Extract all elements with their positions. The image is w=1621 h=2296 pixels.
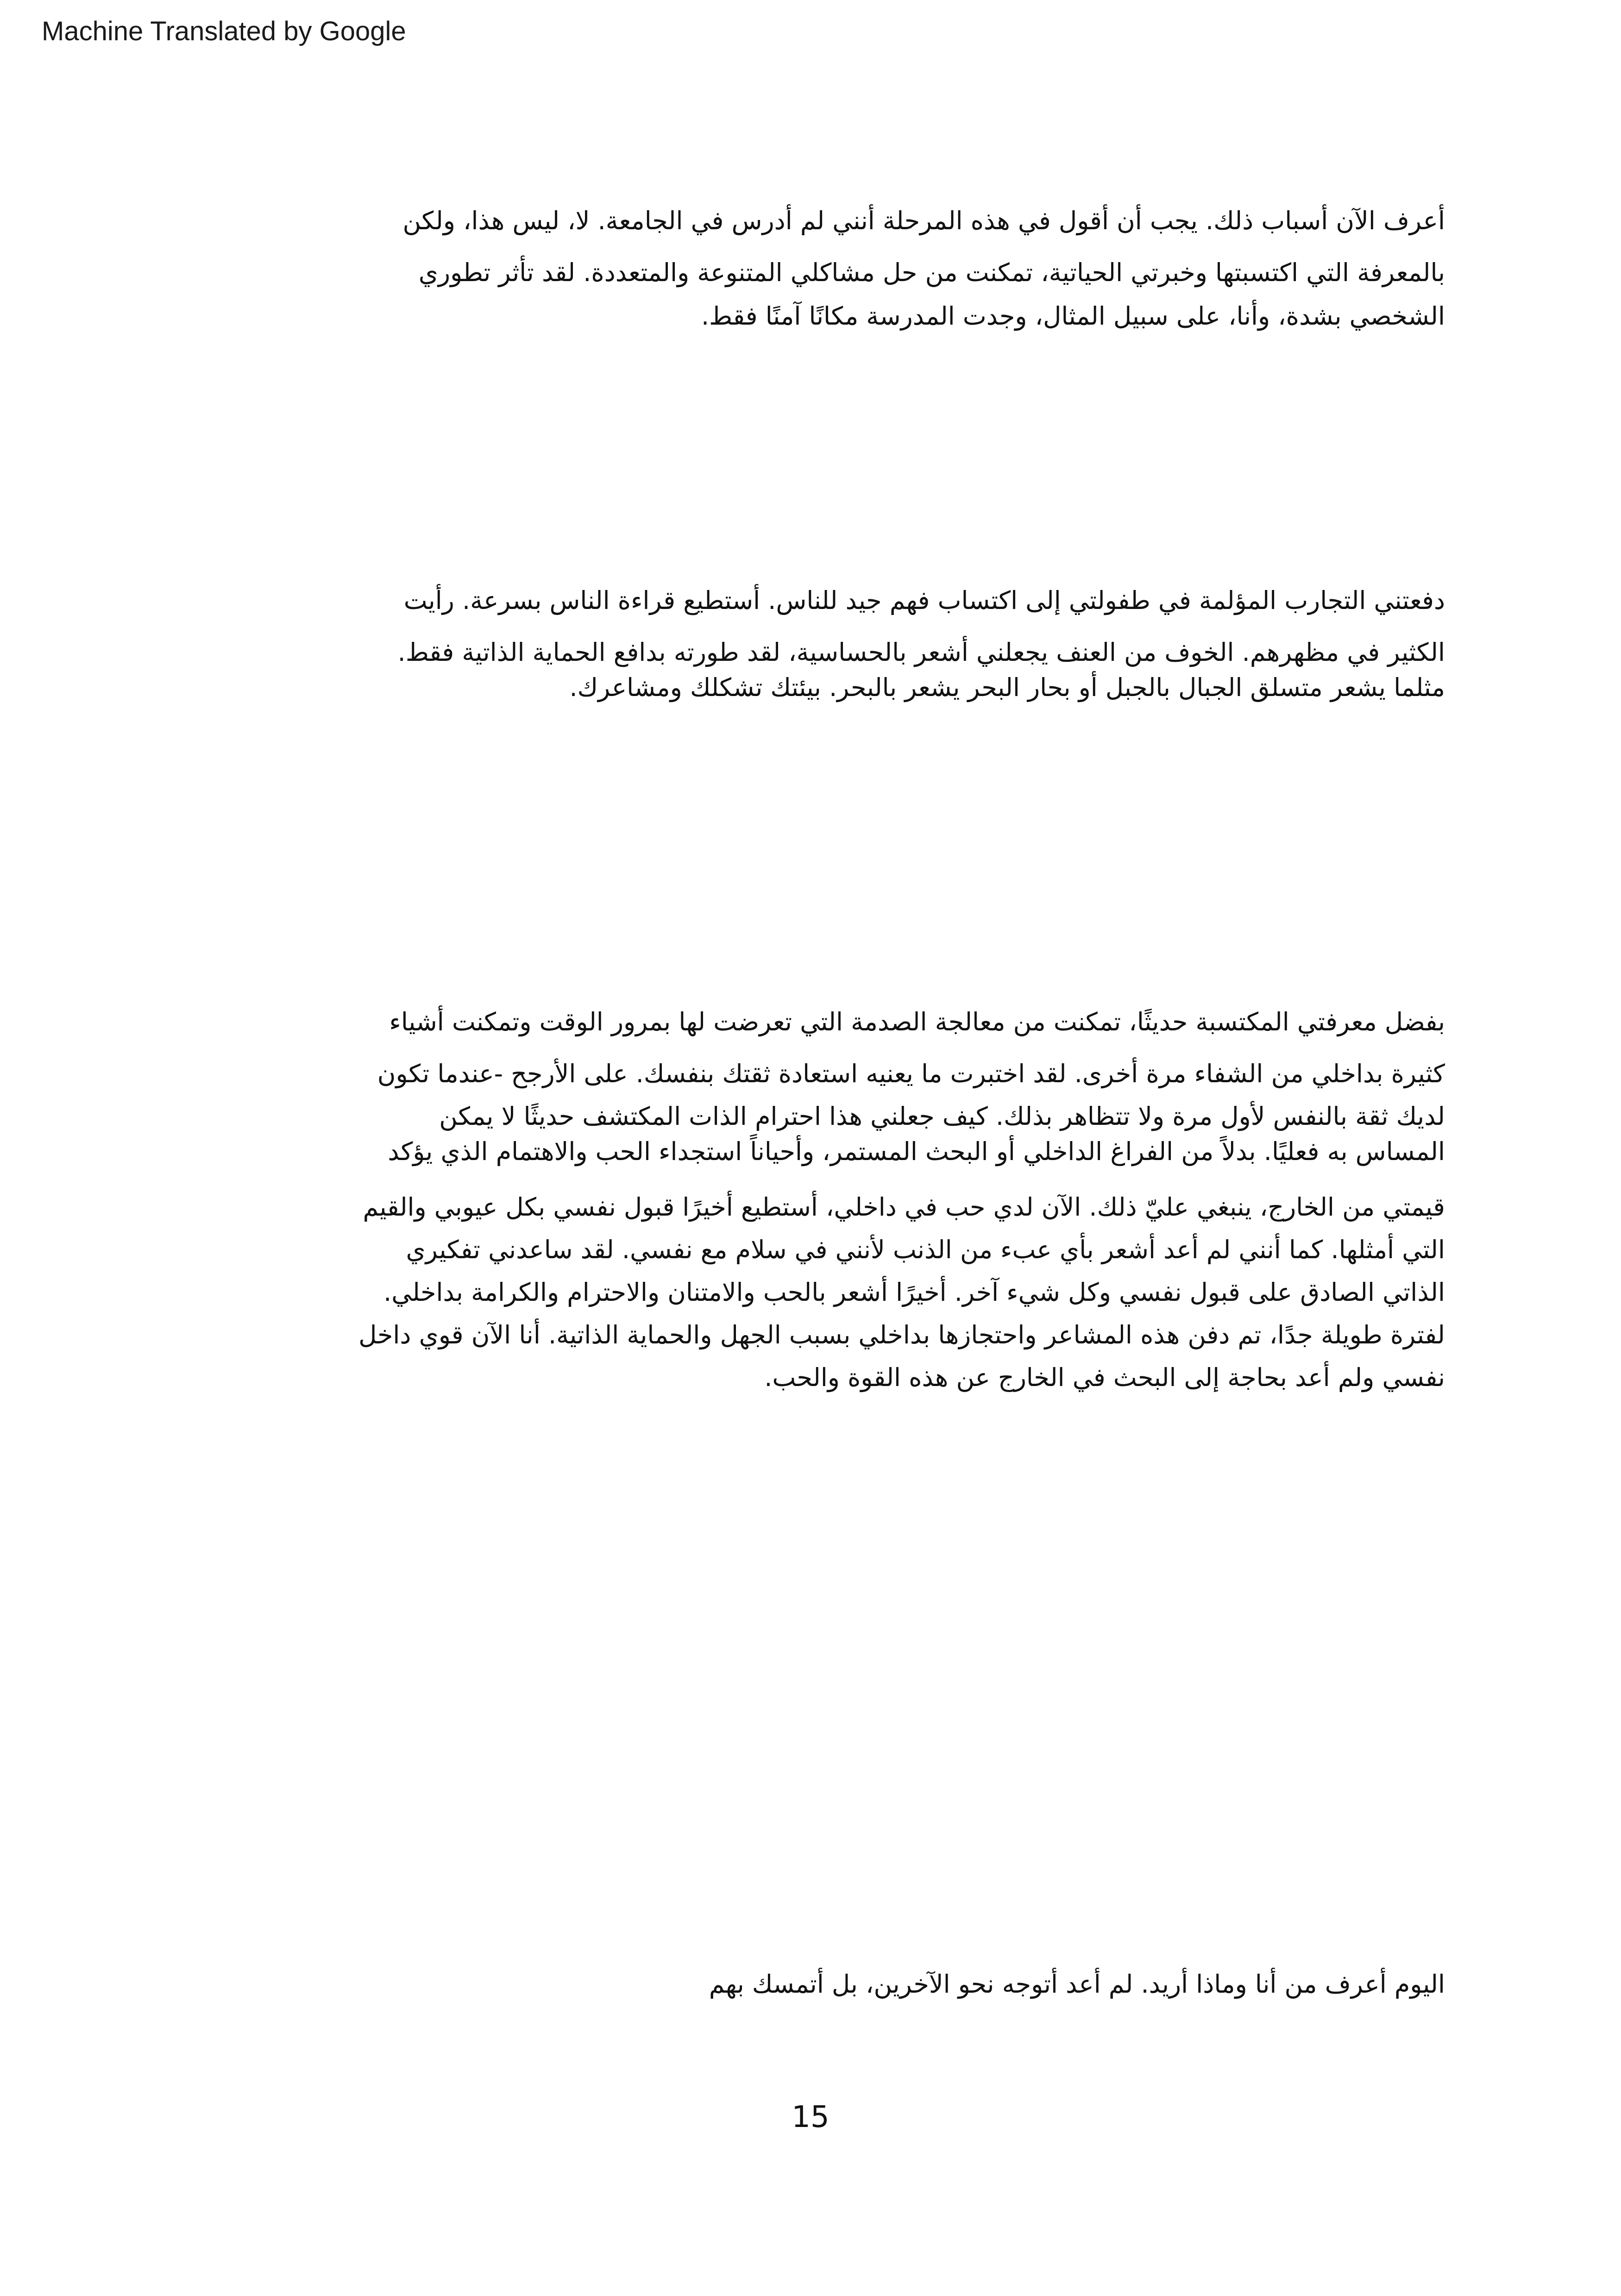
paragraph-line: أعرف الآن أسباب ذلك. يجب أن أقول في هذه المرحلة أنني لم أدرس في الجامعة. لا، ليس هذا، ولكن — [402, 206, 1445, 235]
paragraph-line: لفترة طويلة جدًا، تم دفن هذه المشاعر واحتجازها بداخلي بسبب الجهل والحماية الذاتية. أنا الآن قوي داخل — [358, 1320, 1445, 1349]
paragraph-3 — [218, 1007, 1445, 1392]
paragraph-line: مثلما يشعر متسلق الجبال بالجبل أو بحار البحر يشعر بالبحر. بيئتك تشكلك ومشاعرك. — [569, 673, 1445, 702]
paragraph-line: قيمتي من الخارج، ينبغي عليّ ذلك. الآن لدي حب في داخلي، أستطيع أخيرًا قبول نفسي بكل عيوبي والقيم — [363, 1192, 1445, 1222]
machine-translation-label: Machine Translated by Google — [42, 16, 406, 46]
paragraph-2 — [241, 588, 1445, 700]
paragraph-1 — [241, 208, 1445, 329]
paragraph-line: الذاتي الصادق على قبول نفسي وكل شيء آخر. أخيرًا أشعر بالحب والامتنان والاحترام والكرامة بداخلي. — [383, 1278, 1445, 1307]
paragraph-line: بالمعرفة التي اكتسبتها وخبرتي الحياتية، تمكنت من حل مشاكلي المتنوعة والمتعددة. لقد تأثر تطوري — [418, 258, 1445, 287]
paragraph-line: التي أمثلها. كما أنني لم أعد أشعر بأي عبء من الذنب لأنني في سلام مع نفسي. لقد ساعدني تفكيري — [406, 1235, 1445, 1264]
page-number: 15 — [792, 2100, 829, 2134]
paragraph-line: الكثير في مظهرهم. الخوف من العنف يجعلني أشعر بالحساسية، لقد طورته بدافع الحماية الذاتية فقط. — [397, 638, 1445, 667]
paragraph-line: كثيرة بداخلي من الشفاء مرة أخرى. لقد اختبرت ما يعنيه استعادة ثقتك بنفسك. على الأرجح -عندما تكون — [377, 1059, 1445, 1088]
paragraph-line: اليوم أعرف من أنا وماذا أريد. لم أعد أتوجه نحو الآخرين، بل أتمسك بهم — [709, 1970, 1445, 1999]
paragraph-4 — [241, 1972, 1445, 1997]
paragraph-line: الشخصي بشدة، وأنا، على سبيل المثال، وجدت المدرسة مكانًا آمنًا فقط. — [701, 301, 1445, 331]
paragraph-line: دفعتني التجارب المؤلمة في طفولتي إلى اكتساب فهم جيد للناس. أستطيع قراءة الناس بسرعة. رأيت — [403, 586, 1445, 615]
paragraph-line: بفضل معرفتي المكتسبة حديثًا، تمكنت من معالجة الصدمة التي تعرضت لها بمرور الوقت وتمكنت أشياء — [389, 1007, 1445, 1036]
paragraph-line: نفسي ولم أعد بحاجة إلى البحث في الخارج عن هذه القوة والحب. — [764, 1363, 1445, 1392]
paragraph-line: المساس به فعليًا. بدلاً من الفراغ الداخلي أو البحث المستمر، وأحياناً استجداء الحب والاهتمام الذي يؤكد — [388, 1137, 1445, 1166]
paragraph-line: لديك ثقة بالنفس لأول مرة ولا تتظاهر بذلك. كيف جعلني هذا احترام الذات المكتشف حديثًا لا يمكن — [439, 1102, 1445, 1131]
